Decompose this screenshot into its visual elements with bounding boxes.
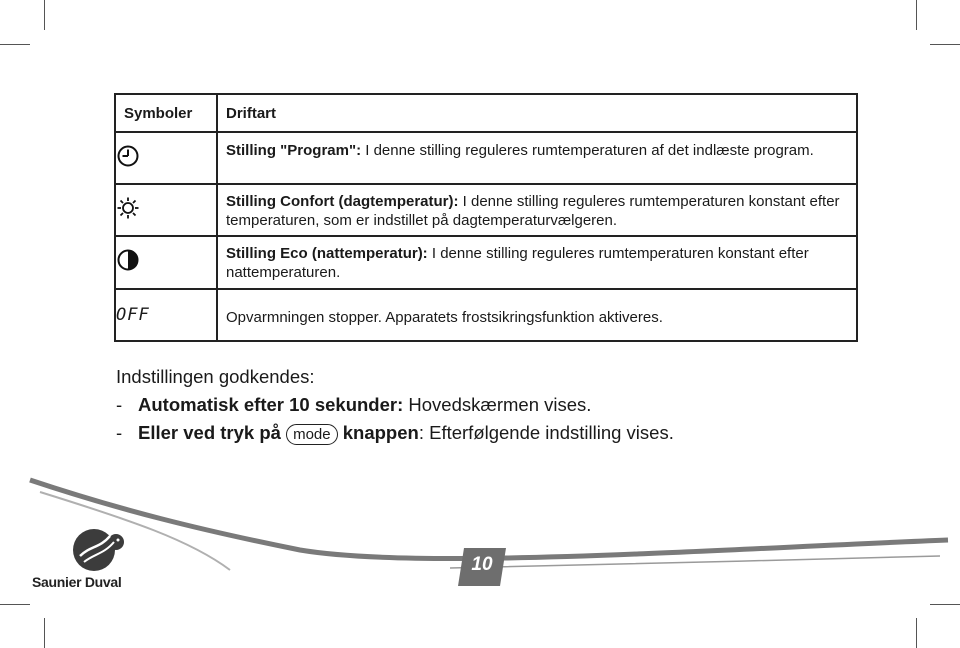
confirm-note: Indstillingen godkendes:: [116, 366, 315, 387]
item-bold: knappen: [342, 422, 419, 443]
row-description: I denne stilling reguleres rumtemperaturen af det indlæste program.: [361, 142, 814, 159]
saunier-duval-logo-icon: [70, 526, 132, 574]
mode-table: [114, 93, 858, 342]
row-title: Stilling Confort (dagtemperatur):: [226, 193, 459, 210]
off-display-icon: OFF: [116, 304, 150, 325]
brand-name: Saunier Duval: [32, 574, 122, 590]
row-title: Stilling Eco (nattemperatur):: [226, 245, 428, 262]
table-row: [115, 184, 857, 236]
list-item: [116, 422, 674, 445]
crop-mark: [44, 0, 45, 30]
list-item: [116, 394, 591, 416]
table-row: [115, 289, 857, 341]
table-row: [115, 132, 857, 184]
row-title: Stilling "Program":: [226, 142, 362, 159]
crop-mark: [0, 44, 30, 45]
crop-mark: [916, 0, 917, 30]
header-symbols: Symboler: [115, 94, 217, 132]
row-description: I denne stilling reguleres rumtemperaturen konstant efter temperaturen, som er indstillet på dagtemperaturvælgeren.: [226, 193, 840, 229]
sun-icon: [116, 196, 140, 220]
table-header-row: [115, 94, 857, 132]
half-moon-icon: [116, 248, 140, 272]
bullet-dash: -: [116, 394, 123, 415]
crop-mark: [930, 44, 960, 45]
clock-icon: [116, 144, 140, 168]
mode-button-symbol: mode: [286, 424, 338, 445]
row-description: I denne stilling reguleres rumtemperaturen konstant efter nattemperaturen.: [226, 245, 809, 281]
row-description: Opvarmningen stopper. Apparatets frostsikringsfunktion aktiveres.: [226, 308, 663, 326]
item-bold: Eller ved tryk på: [138, 422, 281, 443]
table-row: [115, 236, 857, 289]
header-mode: Driftart: [217, 94, 857, 132]
page-number-badge: [456, 546, 508, 588]
bullet-dash: -: [116, 422, 123, 443]
item-text: Hovedskærmen vises.: [403, 394, 592, 415]
item-bold: Automatisk efter 10 sekunder:: [138, 394, 404, 415]
page-number: 10: [471, 554, 493, 575]
item-text: : Efterfølgende indstilling vises.: [418, 422, 674, 443]
